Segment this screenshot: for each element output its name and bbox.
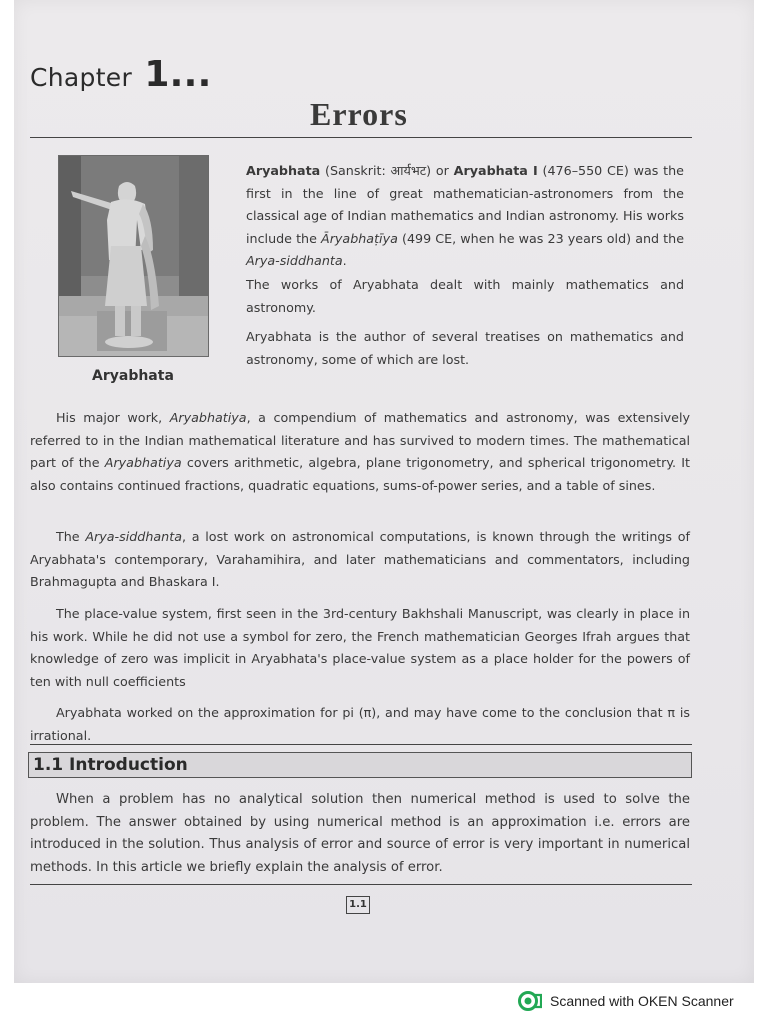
intro-paragraph-3: Aryabhata is the author of several treatises on mathematics and astronomy, some of which are lost.: [246, 329, 684, 367]
scanned-page: [14, 0, 754, 983]
bottom-divider: [30, 884, 692, 885]
body-paragraph-2: The Arya-siddhanta, a lost work on astronomical computations, is known through the writings of Aryabhata's contemporary, Varahamihira, and later mathematicians and commentators, including Brahmagupta and Bhaskara I.: [30, 529, 691, 589]
scanner-watermark: [518, 991, 734, 1011]
title-divider: [30, 137, 692, 138]
intro-paragraph-1: Aryabhata (Sanskrit: आर्यभट) or Aryabhata I (476–550 CE) was the first in the line of great mathematician-astronomers from the classical age of Indian mathematics and Indian astronomy. His works include the Āryabhaṭīya (499 CE, when he was 23 years old) and the Arya-siddhanta.: [246, 163, 685, 268]
section-divider: [30, 744, 692, 745]
section-paragraph: When a problem has no analytical solution then numerical method is used to solve the problem. The answer obtained by using numerical method is an approximation i.e. errors are introduced in the solution. Thus analysis of error and source of error is very important in numerical methods. In this article we briefly explain the analysis of error.: [30, 792, 690, 875]
body-paragraph-4: Aryabhata worked on the approximation for pi (π), and may have come to the conclusion that π is irrational.: [30, 705, 690, 743]
photo-caption: Aryabhata: [92, 368, 174, 384]
page-number: 1.1: [346, 896, 370, 914]
body-paragraph-1: His major work, Aryabhatiya, a compendium of mathematics and astronomy, was extensively referred to in the Indian mathematical literature and has survived to modern times. The mathematical part of the Aryabhatiya covers arithmetic, algebra, plane trigonometry, and spherical trigonometry. It also contains continued fractions, quadratic equations, sums-of-power series, and a table of sines.: [30, 410, 691, 493]
scanner-watermark-text: Scanned with OKEN Scanner: [550, 993, 734, 1009]
intro-paragraph-2: The works of Aryabhata dealt with mainly mathematics and astronomy.: [246, 277, 684, 315]
chapter-number: 1...: [144, 54, 212, 95]
chapter-label: Chapter 1...: [30, 54, 212, 95]
aryabhata-statue-photo: [58, 155, 209, 357]
section-heading-bar: [28, 752, 692, 778]
section-heading: 1.1 Introduction: [33, 755, 188, 775]
oken-scanner-logo-icon: [518, 991, 542, 1011]
body-paragraph-3: The place-value system, first seen in the 3rd-century Bakhshali Manuscript, was clearly in place in his work. While he did not use a symbol for zero, the French mathematician Georges Ifrah argues that knowledge of zero was implicit in Aryabhata's place-value system as a place holder for the powers of ten with null coefficients: [30, 606, 690, 689]
chapter-title: Errors: [310, 96, 408, 132]
